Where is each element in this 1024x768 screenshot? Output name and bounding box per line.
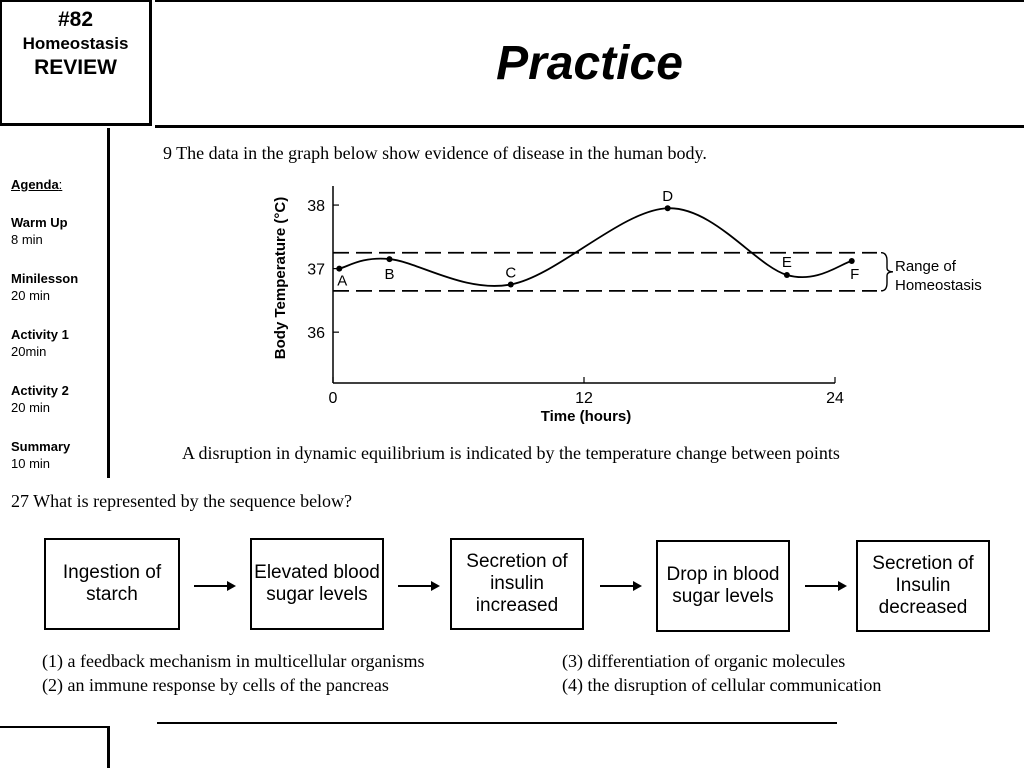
temperature-line	[339, 208, 851, 286]
y-tick-label: 38	[307, 198, 325, 216]
agenda-item-time: 10 min	[11, 456, 51, 471]
range-label: Homeostasis	[895, 277, 982, 294]
x-tick-label: 0	[328, 390, 338, 407]
point-label: A	[337, 272, 348, 290]
y-tick-label: 37	[307, 261, 325, 279]
point-label: B	[384, 266, 395, 284]
data-point	[336, 266, 342, 272]
arrow-right-icon	[194, 585, 234, 587]
point-label: C	[505, 264, 517, 282]
question-27-prompt: 27 What is represented by the sequence below?	[11, 491, 353, 511]
divider-line	[157, 722, 837, 724]
question-9-footer: A disruption in dynamic equilibrium is indicated by the temperature change between points	[182, 443, 840, 463]
sidebar-footer-box	[0, 726, 110, 768]
agenda-item	[11, 271, 78, 303]
data-point	[386, 256, 392, 262]
agenda-heading: Agenda:	[11, 177, 63, 192]
answer-choice-4[interactable]: (4) the disruption of cellular communication	[562, 675, 882, 695]
agenda-item-name: Minilesson	[11, 271, 79, 286]
agenda-item-time: 20 min	[11, 288, 51, 303]
flow-step: Drop in blood sugar levels	[656, 540, 790, 632]
arrow-right-icon	[805, 585, 845, 587]
lesson-number: #82	[57, 8, 94, 31]
page-title: Practice	[496, 37, 683, 90]
data-point	[849, 258, 855, 264]
agenda-item-time: 20 min	[11, 400, 51, 415]
flow-step: Secretion of Insulin decreased	[856, 540, 990, 632]
point-label: E	[781, 253, 792, 271]
arrow-right-icon	[600, 585, 640, 587]
arrow-right-icon	[398, 585, 438, 587]
data-point	[784, 272, 790, 278]
answer-choice-3[interactable]: (3) differentiation of organic molecules	[562, 651, 846, 671]
agenda-item	[11, 439, 70, 471]
flow-step: Elevated blood sugar levels	[250, 538, 384, 630]
range-brace	[881, 253, 893, 291]
agenda-item-name: Summary	[11, 439, 71, 454]
lesson-topic: Homeostasis	[22, 34, 129, 53]
x-tick-label: 24	[826, 390, 844, 407]
answer-choice-1[interactable]: (1) a feedback mechanism in multicellular organisms	[42, 651, 425, 671]
data-point	[665, 205, 671, 211]
temperature-chart	[255, 178, 1015, 428]
agenda-item-name: Warm Up	[11, 215, 68, 230]
data-point	[508, 282, 514, 288]
x-tick-label: 12	[575, 390, 593, 407]
title-box	[155, 0, 1024, 128]
range-label: Range of	[895, 258, 956, 275]
agenda-item	[11, 327, 69, 359]
flow-step: Ingestion of starch	[44, 538, 180, 630]
answer-choice-2[interactable]: (2) an immune response by cells of the pancreas	[42, 675, 389, 695]
agenda-item-time: 20min	[11, 344, 47, 359]
agenda-item	[11, 383, 69, 415]
y-axis-label: Body Temperature (°C)	[272, 196, 289, 360]
agenda-item-name: Activity 1	[11, 327, 69, 342]
agenda-item	[11, 215, 68, 247]
y-tick-label: 36	[307, 325, 325, 343]
flow-step: Secretion of insulin increased	[450, 538, 584, 630]
question-9-prompt: 9 The data in the graph below show evidence of disease in the human body.	[163, 143, 707, 163]
agenda-item-time: 8 min	[11, 232, 43, 247]
agenda-sidebar	[0, 128, 110, 478]
point-label: D	[662, 188, 674, 206]
point-label: F	[850, 265, 860, 283]
lesson-kind: REVIEW	[34, 56, 117, 79]
lesson-label-box	[0, 0, 152, 126]
x-axis-label: Time (hours)	[540, 408, 632, 425]
agenda-item-name: Activity 2	[11, 383, 69, 398]
